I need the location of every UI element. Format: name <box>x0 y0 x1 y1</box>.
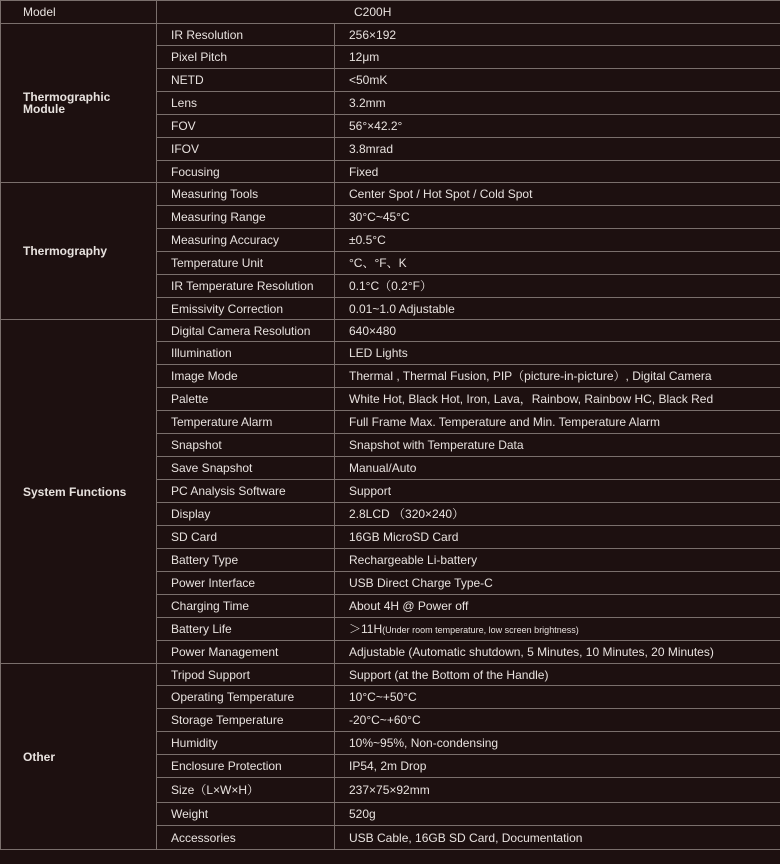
param-label: Storage Temperature <box>157 709 335 732</box>
param-label: Humidity <box>157 732 335 755</box>
param-value <box>335 549 780 572</box>
param-label: SD Card <box>157 526 335 549</box>
param-value <box>335 365 780 388</box>
param-value-text: Support <box>349 484 392 498</box>
param-label: Pixel Pitch <box>157 46 335 69</box>
param-value-text: Snapshot with Temperature Data <box>349 438 524 452</box>
model-value <box>157 1 780 24</box>
category-thermographic-module: Thermographic Module <box>1 24 157 183</box>
param-label: Display <box>157 503 335 526</box>
param-value <box>335 618 780 641</box>
param-value <box>335 138 780 161</box>
param-value-text: IP54, 2m Drop <box>349 759 427 773</box>
model-label: Model <box>1 1 157 24</box>
param-label: Measuring Tools <box>157 183 335 206</box>
param-value-text: 0.1°C（0.2°F） <box>349 279 432 293</box>
param-label: IFOV <box>157 138 335 161</box>
param-value-text: 0.01~1.0 Adjustable <box>349 301 455 316</box>
param-label: Size（L×W×H） <box>157 778 335 803</box>
param-label: Battery Type <box>157 549 335 572</box>
param-label: Temperature Unit <box>157 252 335 275</box>
param-label: Battery Life <box>157 618 335 641</box>
param-value-text: LED Lights <box>349 346 408 360</box>
param-value <box>335 46 780 69</box>
param-label: Emissivity Correction <box>157 298 335 320</box>
param-label: PC Analysis Software <box>157 480 335 503</box>
param-value <box>335 275 780 298</box>
param-value-text: Thermal , Thermal Fusion, PIP（picture-in-picture）, Digital Camera <box>349 369 712 383</box>
param-value-text: 237×75×92mm <box>349 783 430 797</box>
param-value <box>335 320 780 342</box>
param-value <box>335 411 780 434</box>
model-value-text: C200H <box>354 5 392 19</box>
param-label: Illumination <box>157 342 335 365</box>
param-value-text: 640×480 <box>349 323 397 338</box>
param-value <box>335 115 780 138</box>
param-value-text: 16GB MicroSD Card <box>349 530 459 544</box>
param-value <box>335 572 780 595</box>
param-value-text: Adjustable (Automatic shutdown, 5 Minutes, 10 Minutes, 20 Minutes) <box>349 645 714 659</box>
param-label: Temperature Alarm <box>157 411 335 434</box>
param-value-text: °C、°F、K <box>349 256 407 270</box>
param-value-text: 2.8LCD （320×240） <box>349 507 465 521</box>
param-value <box>335 434 780 457</box>
param-value <box>335 803 780 826</box>
param-value-text: 30°C~45°C <box>349 210 410 224</box>
param-value-text: ＞11H <box>349 622 383 636</box>
param-value <box>335 69 780 92</box>
param-value-text: -20°C~+60°C <box>349 713 421 727</box>
param-label: Save Snapshot <box>157 457 335 480</box>
param-value-text: 3.2mm <box>349 96 386 110</box>
param-value <box>335 686 780 709</box>
param-label: Enclosure Protection <box>157 755 335 778</box>
param-value <box>335 664 780 686</box>
param-label: Palette <box>157 388 335 411</box>
param-value <box>335 595 780 618</box>
param-label: Operating Temperature <box>157 686 335 709</box>
param-value <box>335 457 780 480</box>
param-value-text: Rechargeable Li-battery <box>349 553 478 567</box>
param-value <box>335 298 780 320</box>
spec-row <box>1 664 780 686</box>
param-value <box>335 709 780 732</box>
param-label: Power Management <box>157 641 335 664</box>
param-value <box>335 183 780 206</box>
param-value <box>335 252 780 275</box>
category-other: Other <box>1 664 157 850</box>
param-value-text: Manual/Auto <box>349 461 417 475</box>
param-value <box>335 778 780 803</box>
param-value-text: 10%~95%, Non-condensing <box>349 736 499 750</box>
param-label: Digital Camera Resolution <box>157 320 335 342</box>
param-value-text: USB Cable, 16GB SD Card, Documentation <box>349 830 583 845</box>
param-value <box>335 826 780 850</box>
param-value-text: About 4H @ Power off <box>349 599 469 613</box>
param-value-text: 520g <box>349 807 376 821</box>
param-value <box>335 732 780 755</box>
param-label: Power Interface <box>157 572 335 595</box>
param-value-text: 3.8mrad <box>349 142 394 156</box>
param-label: IR Resolution <box>157 24 335 46</box>
spec-row <box>1 183 780 206</box>
param-label: Focusing <box>157 161 335 183</box>
param-label: Image Mode <box>157 365 335 388</box>
param-value-text: White Hot, Black Hot, Iron, Lava，Rainbow, Rainbow HC, Black Red <box>349 392 714 406</box>
param-value-text: USB Direct Charge Type-C <box>349 576 493 590</box>
param-label: Measuring Accuracy <box>157 229 335 252</box>
param-label: Weight <box>157 803 335 826</box>
param-label: Charging Time <box>157 595 335 618</box>
param-value <box>335 92 780 115</box>
param-value <box>335 641 780 664</box>
param-value-text: 10°C~+50°C <box>349 690 417 704</box>
param-value-text: Full Frame Max. Temperature and Min. Temperature Alarm <box>349 415 661 429</box>
spec-row <box>1 24 780 46</box>
param-value-text: 56°×42.2° <box>349 119 403 133</box>
spec-row <box>1 320 780 342</box>
param-value <box>335 755 780 778</box>
param-label: NETD <box>157 69 335 92</box>
param-value-text: ±0.5°C <box>349 233 386 247</box>
param-value <box>335 24 780 46</box>
param-value <box>335 342 780 365</box>
param-value <box>335 526 780 549</box>
param-value <box>335 388 780 411</box>
param-value <box>335 229 780 252</box>
param-value-text: <50mK <box>349 73 388 87</box>
param-value-text: 12μm <box>349 50 380 64</box>
param-label: Accessories <box>157 826 335 850</box>
param-value <box>335 161 780 183</box>
param-value-text: Fixed <box>349 164 379 179</box>
param-value-text: Support (at the Bottom of the Handle) <box>349 667 549 682</box>
param-label: Tripod Support <box>157 664 335 686</box>
param-label: Measuring Range <box>157 206 335 229</box>
param-value <box>335 503 780 526</box>
param-label: FOV <box>157 115 335 138</box>
param-note: (Under room temperature, low screen brightness) <box>382 625 579 635</box>
model-row <box>1 1 780 24</box>
param-label: IR Temperature Resolution <box>157 275 335 298</box>
param-label: Lens <box>157 92 335 115</box>
param-label: Snapshot <box>157 434 335 457</box>
param-value <box>335 206 780 229</box>
param-value-text: 256×192 <box>349 27 397 42</box>
category-thermography: Thermography <box>1 183 157 320</box>
param-value-text: Center Spot / Hot Spot / Cold Spot <box>349 187 533 201</box>
param-value <box>335 480 780 503</box>
category-system-functions: System Functions <box>1 320 157 664</box>
